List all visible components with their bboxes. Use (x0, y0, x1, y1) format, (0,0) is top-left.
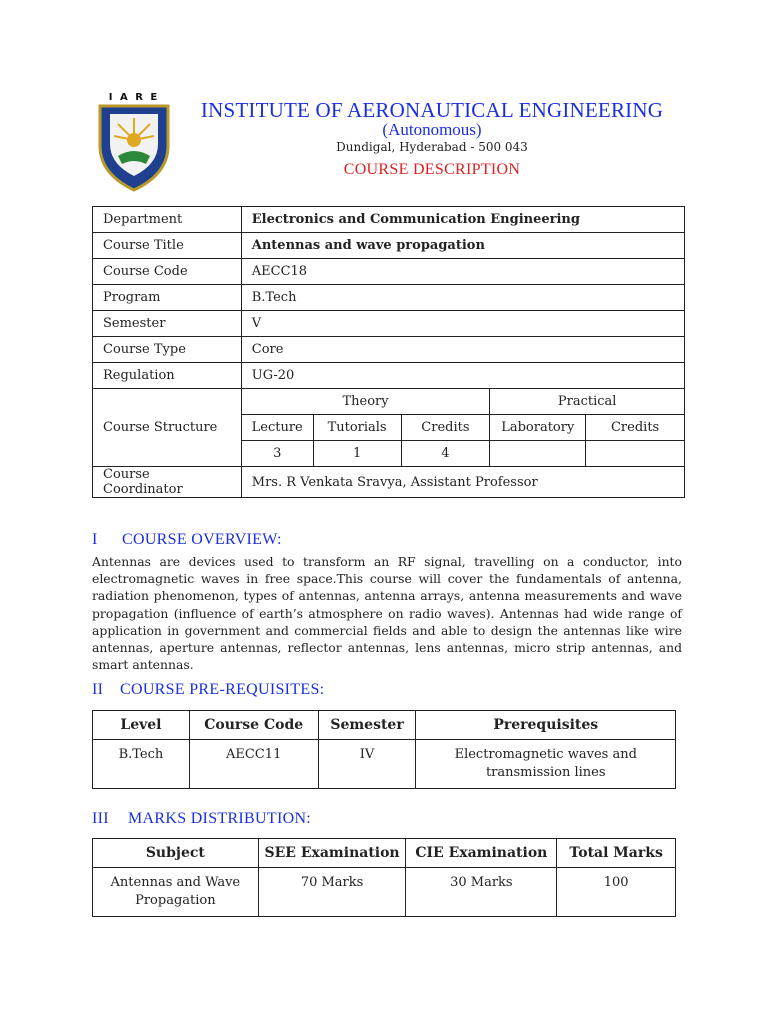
prerequisites-heading (92, 681, 324, 699)
laboratory-header: Laboratory (490, 415, 586, 441)
see-cell: 70 Marks (258, 868, 406, 917)
credits-header: Credits (401, 415, 490, 441)
table-row (93, 285, 685, 311)
prerequisites-header: Prerequisites (416, 711, 676, 740)
department-label: Department (93, 207, 242, 233)
table-header-row (93, 839, 676, 868)
iare-logo (88, 90, 180, 194)
section-title: MARKS DISTRIBUTION: (128, 810, 312, 827)
total-header: Total Marks (557, 839, 676, 868)
table-row (93, 207, 685, 233)
course-type-value: Core (241, 337, 684, 363)
section-title: COURSE PRE-REQUISITES: (120, 681, 325, 698)
coordinator-label: Course Coordinator (93, 467, 242, 498)
prerequisites-line: Electromagnetic waves and (454, 747, 637, 762)
semester-label: Semester (93, 311, 242, 337)
lecture-header: Lecture (241, 415, 313, 441)
lecture-value: 3 (241, 441, 313, 467)
coordinator-value: Mrs. R Venkata Sravya, Assistant Professor (241, 467, 684, 498)
subject-line: Antennas and Wave (110, 875, 241, 890)
subject-cell (93, 868, 259, 917)
prerequisites-table (92, 710, 676, 789)
course-title-label: Course Title (93, 233, 242, 259)
section-title: COURSE OVERVIEW: (122, 531, 282, 548)
total-cell: 100 (557, 868, 676, 917)
course-info-table (92, 206, 685, 498)
credits-value: 4 (401, 441, 490, 467)
semester-cell: IV (318, 740, 416, 789)
semester-value: V (241, 311, 684, 337)
autonomous-label: (Autonomous) (382, 120, 482, 139)
prerequisites-line: transmission lines (485, 765, 606, 780)
practical-credits-value (586, 441, 685, 467)
institute-name: INSTITUTE OF AERONAUTICAL ENGINEERING (200, 98, 664, 122)
marks-table (92, 838, 676, 917)
section-number: III (92, 810, 109, 827)
table-row (93, 389, 685, 415)
course-code-label: Course Code (93, 259, 242, 285)
subject-line: Propagation (135, 893, 216, 908)
document-title: COURSE DESCRIPTION (343, 161, 521, 178)
table-row (93, 311, 685, 337)
prerequisites-cell (416, 740, 676, 789)
practical-credits-header: Credits (586, 415, 685, 441)
tutorials-header: Tutorials (313, 415, 401, 441)
table-row (93, 868, 676, 917)
program-value: B.Tech (241, 285, 684, 311)
section-number: II (92, 681, 104, 698)
tutorials-value: 1 (313, 441, 401, 467)
table-row (93, 337, 685, 363)
cie-cell: 30 Marks (406, 868, 557, 917)
course-code-cell: AECC11 (189, 740, 318, 789)
laboratory-value (490, 441, 586, 467)
course-title-value: Antennas and wave propagation (241, 233, 684, 259)
level-cell: B.Tech (93, 740, 190, 789)
regulation-value: UG-20 (241, 363, 684, 389)
department-value: Electronics and Communication Engineering (241, 207, 684, 233)
course-type-label: Course Type (93, 337, 242, 363)
section-number: I (92, 531, 98, 548)
course-code-header: Course Code (189, 711, 318, 740)
level-header: Level (93, 711, 190, 740)
course-code-value: AECC18 (241, 259, 684, 285)
overview-paragraph: Antennas are devices used to transform an RF signal, travelling on a conductor, into electromagnetic waves in free space.This course will cover the fundamentals of antenna, radiation phenomenon, types of antennas, antenna arrays, antenna measurements and wave propagation (influence of earth’s atmosphere on radio waves). Antennas had wide range of application in government and commercial fields and able to design the antennas like wire antennas, aperture antennas, reflector antennas, lens antennas, micro strip antennas, and smart antennas. (92, 554, 682, 673)
institute-address: Dundigal, Hyderabad - 500 043 (336, 140, 528, 154)
subject-header: Subject (93, 839, 259, 868)
logo-letters: I A R E (108, 92, 160, 103)
semester-header: Semester (318, 711, 416, 740)
marks-heading (92, 810, 311, 828)
table-row (93, 363, 685, 389)
table-row (93, 467, 685, 498)
table-row (93, 740, 676, 789)
table-row (93, 233, 685, 259)
program-label: Program (93, 285, 242, 311)
course-structure-label: Course Structure (93, 389, 242, 467)
theory-header: Theory (241, 389, 490, 415)
overview-heading (92, 531, 282, 549)
table-row (93, 259, 685, 285)
cie-header: CIE Examination (406, 839, 557, 868)
practical-header: Practical (490, 389, 685, 415)
see-header: SEE Examination (258, 839, 406, 868)
regulation-label: Regulation (93, 363, 242, 389)
table-header-row (93, 711, 676, 740)
